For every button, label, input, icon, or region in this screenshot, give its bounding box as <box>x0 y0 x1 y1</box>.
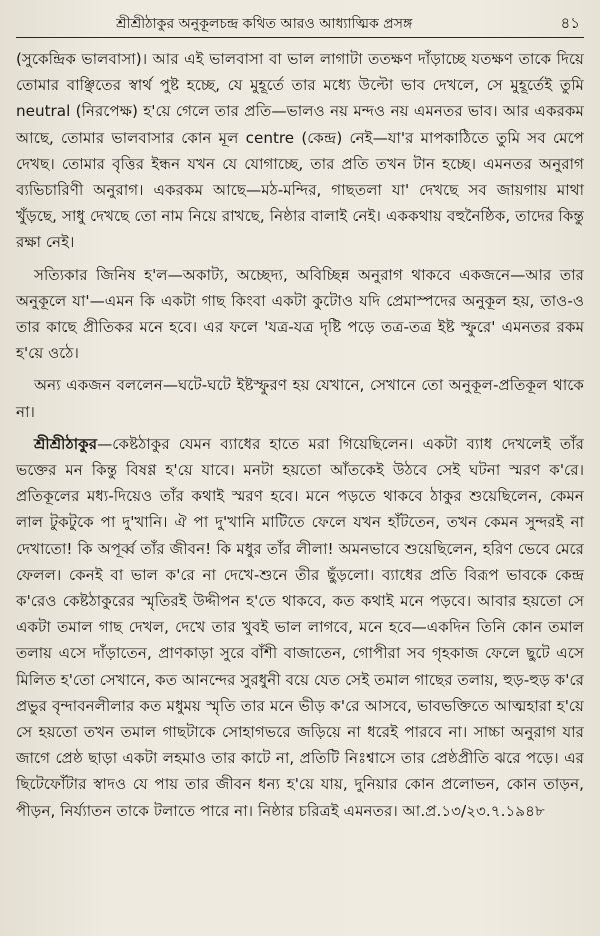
book-title: শ্রীশ্রীঠাকুর অনুকূলচন্দ্র কথিত আরও আধ্যাত্মিক প্রসঙ্গ <box>116 16 413 32</box>
paragraph-text: —কেষ্টঠাকুর যেমন ব্যাধের হাতে মরা গিয়েছিলেন। একটা ব্যাধ দেখলেই তাঁর ভক্তের মন কিন্তু বিষণ্ণ হ'য়ে যাবে। মনটা হয়তো আঁতকেই উঠবে সেই ঘটনা স্মরণ ক'রে। প্রতিকূলের মধ্য-দিয়েও তাঁর কথাই স্মরণ হবে। মনে পড়তে থাকবে ঠাকুর শুয়েছিলেন, কেমন লাল টুকটুকে পা দু'খানি। ঐ পা দু'খানি মাটিতে ফেলে যখন হাঁটতেন, তখন কেমন সুন্দরই না দেখাতো! কি অপূর্ব্ব তাঁর জীবন! কি মধুর তাঁর লীলা! অমনভাবে শুয়েছিলেন, হরিণ ভেবে মেরে ফেলল। কেনই বা ভাল ক'রে না দেখে-শুনে তীর ছুঁড়লো। ব্যাধের প্রতি বিরূপ ভাবকে কেন্দ্র ক'রেও কেষ্টঠাকুরের স্মৃতিরই উদ্দীপন হ'তে থাকবে, কত কথাই মনে পড়বে। আবার হয়তো সে একটা তমাল গাছ দেখল, দেখে তার খুবই ভাল লাগবে, মনে হবে—একদিন তিনি কোন তমাল তলায় এসে দাঁড়াতেন, প্রাণকাড়া সুরে বাঁশী বাজাতেন, গোপীরা সব গৃহকাজ ফেলে ছুটে এসে মিলিত হ'তো সেখানে, কত আনন্দের সুরধুনী বয়ে যেত সেই তমাল গাছের তলায়, হুড়-হুড় ক'রে প্রভুর বৃন্দাবনলীলার কত মধুময় স্মৃতি তার মনে ভীড় ক'রে আসবে, ভাবভক্তিতে আত্মহারা হ'য়ে সে হয়তো তখন তমাল গাছটাকে সোহাগভরে জড়িয়ে না ধরেই পারবে না। সাচ্চা অনুরাগ যার জাগে প্রেষ্ঠ ছাড়া একটা লহমাও তার কাটে না, প্রতিটি নিঃশ্বাসে তার প্রেষ্ঠপ্রীতি ঝরে পড়ে। এর ছিটেফোঁটার স্বাদও যে পায় তার জীবন ধন্য হ'য়ে যায়, দুনিয়ার কোন প্রলোভন, কোন তাড়ন, পীড়ন, নির্য্যাতন তাকে টলাতে পারে না। নিষ্ঠার চরিত্রই এমনতর। আ.প্র.১৩/২৩.৭.১৯৪৮ <box>16 434 584 820</box>
header-rule <box>16 37 584 38</box>
page-number: ৪১ <box>560 14 580 32</box>
running-head <box>16 14 584 33</box>
paragraph <box>16 262 584 367</box>
paragraph <box>16 431 584 824</box>
paragraph <box>16 46 584 256</box>
paragraph-text: অন্য একজন বললেন—ঘটে-ঘটে ইষ্টস্ফুরণ হয় যেখানে, সেখানে তো অনুকূল-প্রতিকূল থাকে না। <box>16 376 584 421</box>
speaker-name: শ্রীশ্রীঠাকুর <box>34 434 98 453</box>
paragraph-text: (সুকেন্দ্রিক ভালবাসা)। আর এই ভালবাসা বা ভাল লাগাটা ততক্ষণ দাঁড়াচ্ছে যতক্ষণ তাকে দিয়ে তোমার বাঞ্ছিতের স্বার্থ পুষ্ট হচ্ছে, যে মুহূর্তে তার মধ্যে উল্টো ভাব দেখলে, সে মুহূর্তেই তুমি neutral (নিরপেক্ষ) হ'য়ে গেলে তার প্রতি—ভালও নয় মন্দও নয় এমনতর ভাব। আর একরকম আছে, তোমার ভালবাসার কোন মূল centre (কেন্দ্র) নেই—যা'র মাপকাঠিতে তুমি সব মেপে দেখছ। তোমার বৃত্তির ইন্ধন যখন যে যোগাচ্ছে, তার প্রতি তখন টান হচ্ছে। এমনতর অনুরাগ ব্যভিচারিণী অনুরাগ। একরকম আছে—মঠ-মন্দির, গাছতলা যা' দেখছে সব জায়গায় মাথা খুঁড়ছে, সাধু দেখছে তো নাম নিয়ে রাখছে, নিষ্ঠার বালাই নেই। এককথায় বহুনৈষ্ঠিক, তাদের কিন্তু রক্ষা নেই। <box>16 50 584 252</box>
paragraph-text: সত্যিকার জিনিষ হ'ল—অকাট্য, অচ্ছেদ্য, অবিচ্ছিন্ন অনুরাগ থাকবে একজনে—আর তার অনুকূলে যা'—এমন কি একটা গাছ কিংবা একটা কুটোও যদি প্রেমাস্পদের অনুকূল হয়, তাও-ও তার কাছে প্রীতিকর মনে হবে। এর ফলে 'যত্র-যত্র দৃষ্টি পড়ে তত্র-তত্র ইষ্ট স্ফুরে' এমনতর রকম হ'য়ে ওঠে। <box>16 265 584 363</box>
paragraph <box>16 372 584 424</box>
body-text <box>16 46 584 824</box>
